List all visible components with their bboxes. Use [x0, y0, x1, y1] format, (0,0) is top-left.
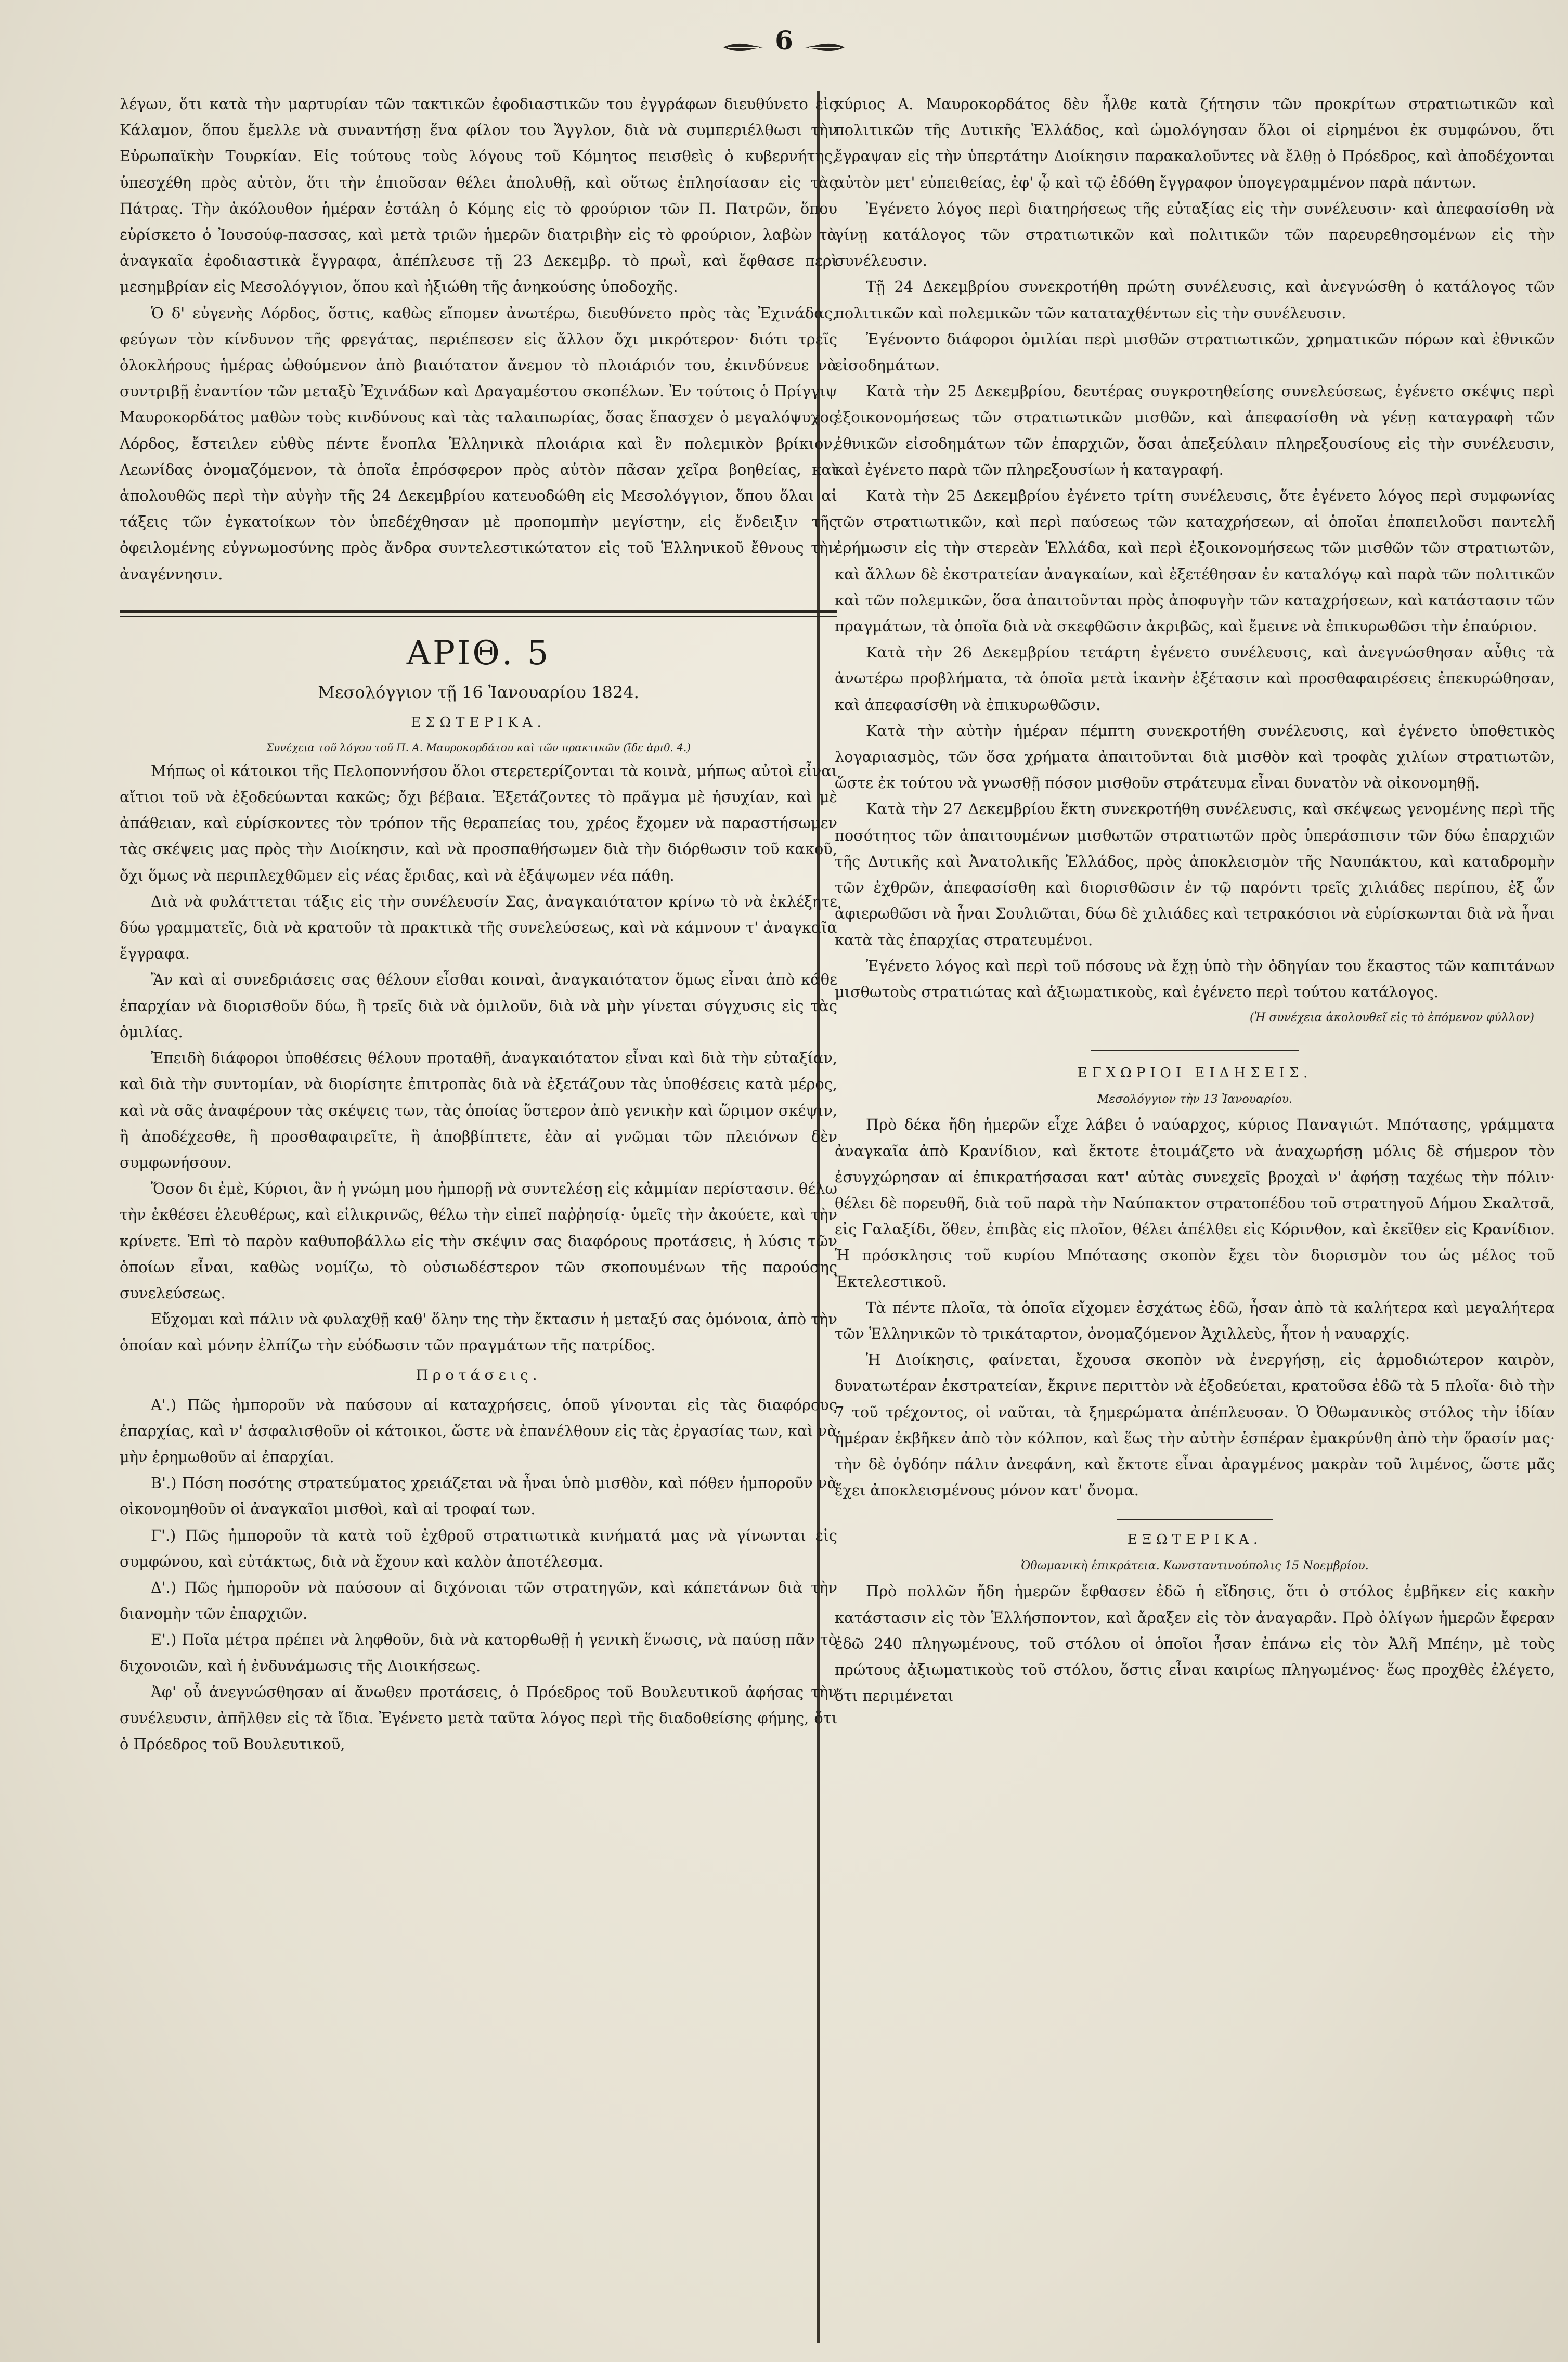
article-paragraph: Ἀφ' οὗ ἀνεγνώσθησαν αἱ ἄνωθεν προτάσεις, ὁ Πρόεδρος τοῦ Βουλευτικοῦ ἀφήσας τὴν συνέλευσιν, ἀπῆλθεν εἰς τὰ ἴδια. Ἐγένετο μετὰ ταῦτα λόγος περὶ τῆς διαδοθείσης φήμης, ὅτι ὁ Πρόεδρος τοῦ Βουλευτικοῦ,: [120, 1683, 837, 1753]
proposal-item: Γ'.) Πῶς ἠμποροῦν τὰ κατὰ τοῦ ἐχθροῦ στρατιωτικὰ κινήματά μας νὰ γίνωνται εἰς συμφώνου, καὶ εὐτάκτως, διὰ νὰ ἔχουν καὶ καλὸν ἀποτέλεσμα.: [120, 1526, 837, 1570]
article-paragraph: Κατὰ τὴν 27 Δεκεμβρίου ἕκτη συνεκροτήθη συνέλευσις, καὶ σκέψεως γενομένης περὶ τῆς ποσότητος τῶν ἀπαιτουμένων μισθωτῶν στρατιωτῶν πρὸς ὑπεράσπισιν τῶν δύω ἐπαρχιῶν τῆς Δυτικῆς καὶ Ἀνατολικῆς Ἑλλάδος, πρὸς ἀποκλεισμὸν τῆς Ναυπάκτου, καὶ καταδρομὴν τῶν ἐχθρῶν, ἀπεφασίσθη καὶ διορισθῶσιν ἐν τῷ παρόντι τρεῖς χιλιάδες περίπου, ἐξ ὧν ἀφιερωθῶσι νὰ ἦναι Σουλιῶται, δύω δὲ χιλιάδες καὶ τετρακόσιοι νὰ εὑρίσκωνται διὰ νὰ ἦναι κατὰ τὰς ἐπαρχίας στρατευμένοι.: [835, 800, 1555, 949]
issue-title: ΑΡΙΘ. 5: [406, 634, 551, 673]
article-paragraph: Ἐγένετο λόγος περὶ διατηρήσεως τῆς εὐταξίας εἰς τὴν συνέλευσιν· καὶ ἀπεφασίσθη νὰ γίνῃ κατάλογος τῶν στρατιωτικῶν καὶ πολιτικῶν τῶν παρευρεθησομένων εἰς τὴν συνέλευσιν.: [835, 199, 1555, 270]
local-news-dateline: Μεσολόγγιον τὴν 13 Ἰανουαρίου.: [1097, 1093, 1293, 1106]
left-column: [120, 91, 837, 1757]
proposal-item: Α'.) Πῶς ἠμποροῦν νὰ παύσουν αἱ καταχρήσεις, ὁποῦ γίνονται εἰς τὰς διαφόρους ἐπαρχίας, καὶ ν' ἀσφαλισθοῦν οἱ κάτοικοι, ὥστε νὰ ἐπανέλθουν εἰς τὰς ἐργασίας των, καὶ νὰ μὴν ἐρημωθοῦν αἱ ἐπαρχίαι.: [120, 1396, 837, 1466]
article-paragraph: Ἐπειδὴ διάφοροι ὑποθέσεις θέλουν προταθῆ, ἀναγκαιότατον εἶναι καὶ διὰ τὴν εὐταξίαν, καὶ διὰ τὴν συντομίαν, νὰ διορίσητε ἐπιτροπὰς διὰ νὰ ἐξετάζουν τὰς ὑποθέσεις κατὰ μέρος, καὶ νὰ σᾶς ἀναφέρουν τὰς σκέψεις των, τὰς ὁποίας ὕστερον ἀπὸ γενικὴν καὶ ὥριμον σκέψιν, ἢ ἀποδέχεσθε, ἢ προσθαφαιρεῖτε, ἢ ἀποββίπτετε, ἐὰν αἱ γνῶμαι τῶν πλειόνων δὲν συμφωνήσουν.: [120, 1049, 837, 1171]
article-paragraph: Ἐγένοντο διάφοροι ὁμιλίαι περὶ μισθῶν στρατιωτικῶν, χρηματικῶν πόρων καὶ ἐθνικῶν εἰσοδημάτων.: [835, 330, 1555, 375]
section-title-internal: ΕΣΩΤΕΡΙΚΑ.: [411, 714, 546, 730]
article-paragraph: κύριος Α. Μαυροκορδάτος δὲν ἦλθε κατὰ ζήτησιν τῶν προκρίτων στρατιωτικῶν καὶ πολιτικῶν τῆς Δυτικῆς Ἑλλάδος, καὶ ὡμολόγησαν ὅλοι οἱ εἰρημένοι ἐκ συμφώνου, ὅτι ἔγραψαν εἰς τὴν ὑπερτάτην Διοίκησιν παρακαλοῦντες νὰ ἔλθῃ ὁ Πρόεδρος, καὶ ἀποδέχονται αὐτὸν μετ' εὐπειθείας, ἐφ' ᾧ καὶ τῷ ἐδόθη ἔγγραφον ὑπογεγραμμένον παρὰ πάντων.: [835, 95, 1555, 191]
article-paragraph: Τῇ 24 Δεκεμβρίου συνεκροτήθη πρώτη συνέλευσις, καὶ ἀνεγνώσθη ὁ κατάλογος τῶν πολιτικῶν καὶ πολεμικῶν τῶν καταταχθέντων εἰς τὴν συνέλευσιν.: [835, 278, 1555, 322]
article-paragraph: λέγων, ὅτι κατὰ τὴν μαρτυρίαν τῶν τακτικῶν ἐφοδιαστικῶν του ἐγγράφων διευθύνετο εἰς Κάλαμον, ὅπου ἔμελλε νὰ συναντήσῃ ἕνα φίλον του Ἄγγλον, διὰ νὰ συμπεριέλθωσι τὴν Εὐρωπαϊκὴν Τουρκίαν. Εἰς τούτους τοὺς λόγους τοῦ Κόμητος πεισθεὶς ὁ κυβερνήτης, ὑπεσχέθη πρὸς αὐτὸν, ὅτι τὴν ἐπιοῦσαν θέλει ἀπολυθῇ, καὶ οὕτως ἐπλησίασαν εἰς τὰς Πάτρας. Τὴν ἀκόλουθον ἡμέραν ἐστάλη ὁ Κόμης εἰς τὸ φρούριον τῶν Π. Πατρῶν, ὅπου εὑρίσκετο ὁ Ἰουσούφ-πασσας, καὶ μετὰ τριῶν ἡμερῶν διατριβὴν εἰς τὸ φρούριον, λαβὼν τὰ ἀναγκαῖα ἐφοδιαστικὰ ἔγγραφα, ἀπέπλευσε τῇ 23 Δεκεμβρ. τὸ πρωῒ, καὶ ἔφθασε περὶ μεσημβρίαν εἰς Μεσολόγγιον, ὅπου καὶ ἠξιώθη τῆς ἁνηκούσης ὑποδοχῆς.: [120, 95, 837, 296]
article-paragraph: Κατὰ τὴν αὐτὴν ἡμέραν πέμπτη συνεκροτήθη συνέλευσις, καὶ ἐγένετο ὑποθετικὸς λογαριασμὸς, τῶν ὅσα χρήματα ἀπαιτοῦνται διὰ μισθὸν καὶ τροφὰς χιλίων στρατιωτῶν, ὥστε ἐκ τούτου νὰ γνωσθῇ πόσον μισθοῦν στράτευμα εἶναι δυνατὸν νὰ οἰκονομηθῇ.: [835, 721, 1555, 792]
article-paragraph: Διὰ νὰ φυλάττεται τάξις εἰς τὴν συνέλευσίν Σας, ἀναγκαιότατον κρίνω τὸ νὰ ἐκλέξητε δύω γραμματεῖς, διὰ νὰ κρατοῦν τὰ πρακτικὰ τῆς συνελεύσεως, καὶ νὰ κάμνουν τ' ἀναγκαῖα ἔγγραφα.: [120, 892, 837, 963]
issue-dateline: Μεσολόγγιον τῇ 16 Ἰανουαρίου 1824.: [318, 682, 639, 702]
article-paragraph: Ὁ δ' εὐγενὴς Λόρδος, ὅστις, καθὼς εἴπομεν ἀνωτέρω, διευθύνετο πρὸς τὰς Ἐχινάδας, φεύγων τὸν κίνδυνον τῆς φρεγάτας, περιέπεσεν εἰς ἄλλον ὄχι μικρότερον· διότι τρεῖς ὁλοκλήρους ἡμέρας ὠθούμενον ἀπὸ βιαιότατον ἄνεμον τὸ πλοιάριόν του, ἐκινδύνευε νὰ συντριβῇ ἐναντίον τῶν μεταξὺ Ἐχινάδων καὶ Δραγαμέστου σκοπέλων. Ἐν τούτοις ὁ Πρίγγιψ Μαυροκορδάτος μαθὼν τοὺς κινδύνους καὶ τὰς ταλαιπωρίας, ὅσας ἔπασχεν ὁ μεγαλόψυχος Λόρδος, ἔστειλεν εὐθὺς πέντε ἔνοπλα Ἑλληνικὰ πλοιάρια καὶ ἓν πολεμικὸν βρίκιον, Λεωνίδας ὀνομαζόμενον, τὰ ὁποῖα ἐπρόσφερον πρὸς αὐτὸν πᾶσαν χεῖρα βοηθείας, καὶ ἀπολουθῶς περὶ τὴν αὐγὴν τῆς 24 Δεκεμβρίου κατευοδώθη εἰς Μεσολόγγιον, ὅπου ὅλαι αἱ τάξεις τῶν ἐγκατοίκων τὸν ὑπεδέχθησαν μὲ προπομπὴν μεγίστην, εἰς ἔνδειξιν τῆς ὀφειλομένης εὐγνωμοσύνης πρὸς ἄνδρα συντελεστικώτατον εἰς τοῦ Ἑλληνικοῦ ἔθνους τὴν ἀναγέννησιν.: [120, 304, 837, 583]
article-paragraph: Κατὰ τὴν 25 Δεκεμβρίου, δευτέρας συγκροτηθείσης συνελεύσεως, ἐγένετο σκέψις περὶ ἐξοικονομήσεως τῶν στρατιωτικῶν μισθῶν, καὶ ἀπεφασίσθη νὰ γένῃ καταγραφὴ τῶν ἐθνικῶν εἰσοδημάτων τῶν ἐπαρχιῶν, ὅσαι ἀπεξεύλαιν πληρεξουσίους εἰς τὴν συνέλευσιν, καὶ ἐγένετο παρὰ τῶν πληρεξουσίων ἡ καταγραφή.: [835, 382, 1555, 479]
article-paragraph: Τὰ πέντε πλοῖα, τὰ ὁποῖα εἴχομεν ἐσχάτως ἐδῶ, ἦσαν ἀπὸ τὰ καλήτερα καὶ μεγαλήτερα τῶν Ἑλληνικῶν τὸ τρικάταρτον, ὀνομαζόμενον Ἀχιλλεὺς, ἦτον ἡ ναυαρχίς.: [835, 1298, 1555, 1343]
article-paragraph: Εὔχομαι καὶ πάλιν νὰ φυλαχθῇ καθ' ὅλην της τὴν ἔκτασιν ἡ μεταξύ σας ὁμόνοια, ἀπὸ τὴν ὁποίαν καὶ μόνην ἐλπίζω τὴν εὐόδωσιν τῶν πραγμάτων τῆς πατρίδος.: [120, 1310, 837, 1354]
article-paragraph: Ὅσον δι ἐμὲ, Κύριοι, ἂν ἡ γνώμη μου ἠμπορῇ νὰ συντελέσῃ εἰς κἀμμίαν περίστασιν. θέλω τὴν ἐκθέσει ἐλευθέρως, καὶ εἰλικρινῶς, θέλω τὴν εἰπεῖ παῤῥησίᾳ· ὑμεῖς τὴν ἀκούετε, καὶ τὴν κρίνετε. Ἐπὶ τὸ παρὸν καθυποβάλλω εἰς τὴν σκέψιν σας διαφόρους προτάσεις, ἡ λύσις τῶν ὁποίων εἶναι, καθὼς νομίζω, τὸ οὐσιωδέστερον τῶν σκοπουμένων τῆς παρούσης συνελεύσεως.: [120, 1180, 837, 1302]
article-paragraph: Πρὸ δέκα ἤδη ἡμερῶν εἶχε λάβει ὁ ναύαρχος, κύριος Παναγιώτ. Μπότασης, γράμματα ἀναγκαῖα ἀπὸ Κρανίδιον, καὶ ἔκτοτε ἑτοιμάζετο νὰ ἀναχωρήσῃ μόλις δὲ σήμερον τὸν ἐσυγχώρησαν αἱ ἐπικρατήσασαι κατ' αὐτὰς συνεχεῖς βροχαὶ ν' ἀφήσῃ ταχέως τὴν πόλιν· θέλει δὲ πορευθῆ, διὰ τοῦ παρὰ τὴν Ναύπακτον στρατοπέδου τοῦ στρατηγοῦ Δήμου Σκαλτσᾶ, εἰς Γαλαξίδι, ὅθεν, ἐπιβὰς εἰς πλοῖον, θέλει ἀπέλθει εἰς Κόρινθον, καὶ ἐκεῖθεν εἰς Κρανίδιον. Ἡ πρόσκλησις τοῦ κυρίου Μπότασης σκοπὸν ἔχει τὸν διορισμὸν του ὡς μέλος τοῦ Ἐκτελεστικοῦ.: [835, 1116, 1555, 1290]
proposal-item: Δ'.) Πῶς ἠμποροῦν νὰ παύσουν αἱ διχόνοιαι τῶν στρατηγῶν, καὶ κάπετάνων διὰ τὴν διανομὴν τῶν ἐπαρχιῶν.: [120, 1578, 837, 1623]
proposals-title: Προτάσεις.: [416, 1366, 541, 1384]
article-paragraph: Ἡ Διοίκησις, φαίνεται, ἔχουσα σκοπὸν νὰ ἐνεργήσῃ, εἰς ἁρμοδιώτερον καιρὸν, δυνατωτέραν ἐκστρατείαν, ἔκρινε περιττὸν νὰ ἐξοδεύεται, κρατοῦσα ἐδῶ τὰ 5 πλοῖα· διὸ τὴν 7 τοῦ τρέχοντος, οἱ ναῦται, τὰ ξημερώματα ἀπέπλευσαν. Ὁ Ὀθωμανικὸς στόλος τὴν ἰδίαν ἡμέραν ἐκβῆκεν ἀπὸ τὸν κόλπον, καὶ ἕως τὴν αὐτὴν ἑσπέραν ἐμακρύνθη ἀπὸ τὴν ὅρασίν μας· τὴν δὲ ὀγδόην πάλιν ἀνεφάνη, καὶ ἔκτοτε εἶναι ἀραγμένος μακρὰν τοῦ λιμένος, ὥστε μᾶς ἔχει ἀποκλεισμένους μόνον κατ' ὄνομα.: [835, 1351, 1555, 1500]
page-header: [0, 25, 1568, 56]
page-number: 6: [775, 25, 793, 56]
section-title-local-news: ΕΓΧΩΡΙΟΙ ΕΙΔΗΣΕΙΣ.: [1077, 1065, 1313, 1081]
article-paragraph: Κατὰ τὴν 26 Δεκεμβρίου τετάρτη ἐγένετο συνέλευσις, καὶ ἀνεγνώσθησαν αὖθις τὰ ἀνωτέρω προβλήματα, τὰ ὁποῖα μετὰ ἱκανὴν ἐξέτασιν καὶ προσθαφαιρέσεις ἐπεκυρώθησαν, καὶ ἀπεφασίσθη νὰ ἐπικυρωθῶσιν.: [835, 643, 1555, 714]
issue-divider: [120, 610, 837, 613]
foreign-dateline: Ὀθωμανικὴ ἐπικράτεια. Κωνσταντινούπολις 15 Νοεμβρίου.: [1021, 1559, 1369, 1573]
issue-divider-thin: [120, 616, 837, 617]
left-ornament-icon: [722, 43, 764, 52]
article-paragraph: Πρὸ πολλῶν ἤδη ἡμερῶν ἔφθασεν ἐδῶ ἡ εἴδησις, ὅτι ὁ στόλος ἐμβῆκεν εἰς κακὴν κατάστασιν εἰς τὸν Ἑλλήσποντον, καὶ ἄραξεν εἰς τὸν ἀναγαρᾶν. Πρὸ ὀλίγων ἡμερῶν ἔφεραν ἐδῶ 240 πληγωμένους, τοῦ στόλου οἱ ὁποῖοι ἦσαν ἐπάνω εἰς τὸν Ἀλῆ Μπέην, μὲ τοὺς πρώτους ἀξιωματικοὺς τοῦ στόλου, ὅστις εἶναι καιρίως πληγωμένος· ἕως προχθὲς ἐλέγετο, ὅτι περιμένεται: [835, 1582, 1555, 1705]
article-paragraph: Κατὰ τὴν 25 Δεκεμβρίου ἐγένετο τρίτη συνέλευσις, ὅτε ἐγένετο λόγος περὶ συμφωνίας τῶν στρατιωτικῶν, καὶ περὶ παύσεως τῶν καταχρήσεων, αἱ ὁποῖαι ἐπαπειλοῦσι παντελῆ ἐρήμωσιν εἰς τὴν στερεὰν Ἑλλάδα, καὶ περὶ ἐξοικονομήσεως τῶν μισθῶν τῶν στρατιωτῶν, καὶ ἄλλων δὲ ἐκστρατείαν ἀναγκαίων, καὶ ἐξετέθησαν ἐν καταλόγῳ καὶ παρὰ τῶν πολιτικῶν καὶ τῶν πολεμικῶν, ὅσα ἀπαιτοῦνται πρὸς ἀποφυγὴν τῶν καταχρήσεων, καὶ κατάστασιν τῶν πραγμάτων, τὰ ὁποῖα διὰ νὰ σκεφθῶσιν ἀκριβῶς, καὶ ἔμεινε νὰ ἐπικυρωθῶσι τὴν ἐπαύριον.: [835, 487, 1555, 636]
proposal-item: Ε'.) Ποῖα μέτρα πρέπει νὰ ληφθοῦν, διὰ νὰ κατορθωθῇ ἡ γενικὴ ἕνωσις, νὰ παύσῃ πᾶν τὸ διχονοιῶν, καὶ ἡ ἐνδυνάμωσις τῆς Διοικήσεως.: [120, 1631, 837, 1675]
article-paragraph: Μήπως οἱ κάτοικοι τῆς Πελοποννήσου ὅλοι στερετερίζονται τὰ κοινὰ, μήπως αὐτοὶ εἶναι αἴτιοι τοῦ νὰ ἐξοδεύωνται κακῶς; ὄχι βέβαια. Ἐξετάζοντες τὸ πρᾶγμα μὲ ἡσυχίαν, καὶ μὲ ἀπάθειαν, καὶ εὑρίσκοντες τὸν τρόπον τῆς θεραπείας του, χρέος ἔχομεν νὰ παραστήσωμεν τὰς σκέψεις μας πρὸς τὴν Διοίκησιν, καὶ νὰ προσπαθήσωμεν διὰ τὴν διόρθωσιν τοῦ κακοῦ, ὄχι ὅμως νὰ περιπλεχθῶμεν εἰς νέας ἔριδας, καὶ νὰ ἐξάψωμεν νέα πάθη.: [120, 761, 837, 884]
article-paragraph: Ἂν καὶ αἱ συνεδριάσεις σας θέλουν εἶσθαι κοιναὶ, ἀναγκαιότατον ὅμως εἶναι ἀπὸ κάθε ἐπαρχίαν νὰ διορισθοῦν δύω, ἢ τρεῖς διὰ νὰ ὁμιλοῦν, διὰ νὰ μὴν γίνεται σύγχυσις εἰς τὰς ὁμιλίας.: [120, 971, 837, 1041]
section-note: Συνέχεια τοῦ λόγου τοῦ Π. Α. Μαυροκορδάτου καὶ τῶν πρακτικῶν (ἴδε ἀριθ. 4.): [266, 741, 691, 754]
article-paragraph: Ἐγένετο λόγος καὶ περὶ τοῦ πόσους νὰ ἔχῃ ὑπὸ τὴν ὁδηγίαν του ἕκαστος τῶν καπιτάνων μισθωτοὺς στρατιώτας καὶ ἀξιωματικοὺς, καὶ ἐγένετο περὶ τούτου κατάλογος.: [835, 957, 1555, 1001]
continued-note: (Ἡ συνέχεια ἀκολουθεῖ εἰς τὸ ἑπόμενον φύλλον): [1250, 1011, 1534, 1025]
proposal-item: Β'.) Πόση ποσότης στρατεύματος χρειάζεται νὰ ἦναι ὑπὸ μισθὸν, καὶ πόθεν ἠμποροῦν νὰ οἰκονομηθοῦν οἱ ἀναγκαῖοι μισθοὶ, καὶ αἱ τροφαί των.: [120, 1474, 837, 1518]
right-ornament-icon: [804, 43, 846, 52]
section-title-external: ΕΞΩΤΕΡΙΚΑ.: [1127, 1532, 1263, 1548]
right-column: [835, 91, 1555, 1709]
section-divider: [1117, 1519, 1273, 1520]
section-divider: [1091, 1050, 1299, 1051]
